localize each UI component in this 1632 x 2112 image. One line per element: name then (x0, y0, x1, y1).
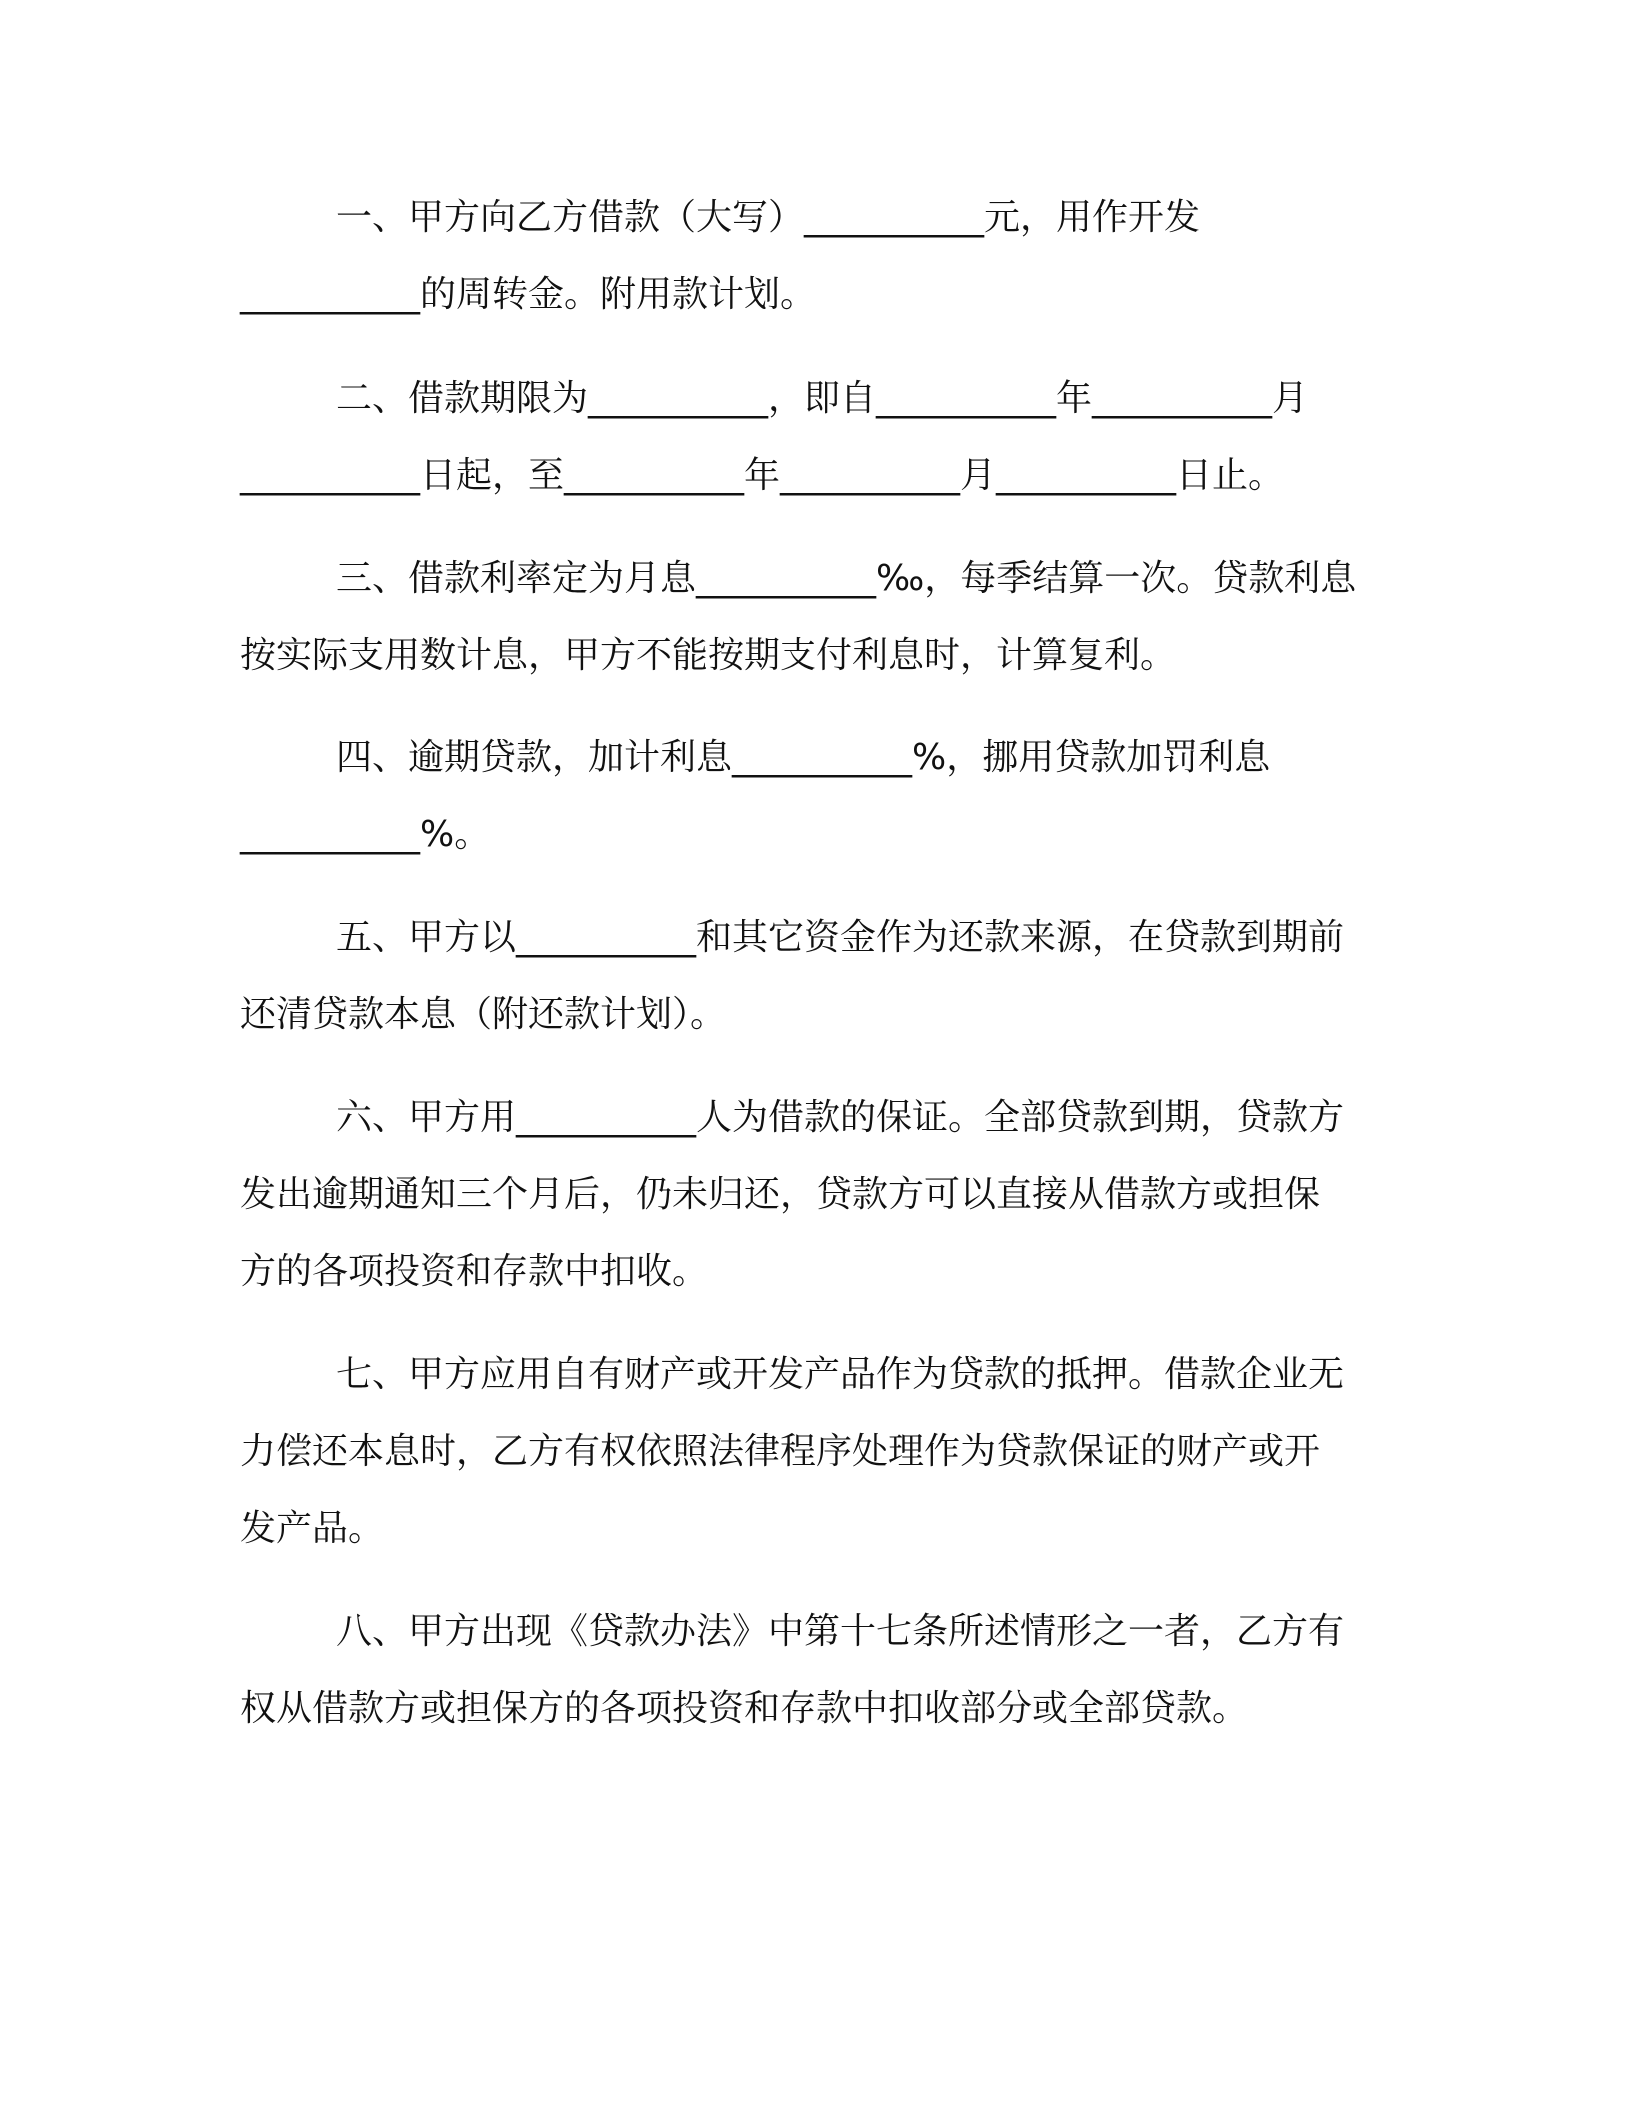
clause-5-line-1: 五、甲方以__________和其它资金作为还款来源，在贷款到期前 (336, 917, 1345, 958)
clause-5-line-2: 还清贷款本息（附还款计划）。 (240, 994, 727, 1035)
clause-6-line-1: 六、甲方用__________人为借款的保证。全部贷款到期，贷款方 (336, 1097, 1345, 1138)
clause-8-line-2: 权从借款方或担保方的各项投资和存款中扣收部分或全部贷款。 (240, 1688, 1249, 1729)
clause-2-line-2: __________日起，至__________年__________月__________日止。 (240, 455, 1285, 496)
clause-8-line-1: 八、甲方出现《贷款办法》中第十七条所述情形之一者，乙方有 (336, 1611, 1345, 1652)
clause-1-line-2: __________的周转金。附用款计划。 (240, 274, 817, 315)
clause-7-line-2: 力偿还本息时，乙方有权依照法律程序处理作为贷款保证的财产或开 (240, 1431, 1321, 1472)
clause-4-line-2: __________%。 (240, 814, 491, 855)
clause-6-line-2: 发出逾期通知三个月后，仍未归还，贷款方可以直接从借款方或担保 (240, 1174, 1321, 1215)
clause-2-line-1: 二、借款期限为__________，即自__________年__________月 (336, 378, 1309, 419)
document-page (240, 0, 1390, 2112)
clause-3-line-2: 按实际支用数计息，甲方不能按期支付利息时，计算复利。 (240, 635, 1177, 676)
clause-7-line-1: 七、甲方应用自有财产或开发产品作为贷款的抵押。借款企业无 (336, 1354, 1345, 1395)
clause-1-line-1: 一、甲方向乙方借款（大写）__________元，用作开发 (336, 197, 1201, 238)
clause-6-line-3: 方的各项投资和存款中扣收。 (240, 1251, 709, 1292)
clause-7-line-3: 发产品。 (240, 1508, 385, 1549)
clause-4-line-1: 四、逾期贷款，加计利息__________%，挪用贷款加罚利息 (336, 737, 1271, 778)
clause-3-line-1: 三、借款利率定为月息__________‰，每季结算一次。贷款利息 (336, 558, 1357, 599)
